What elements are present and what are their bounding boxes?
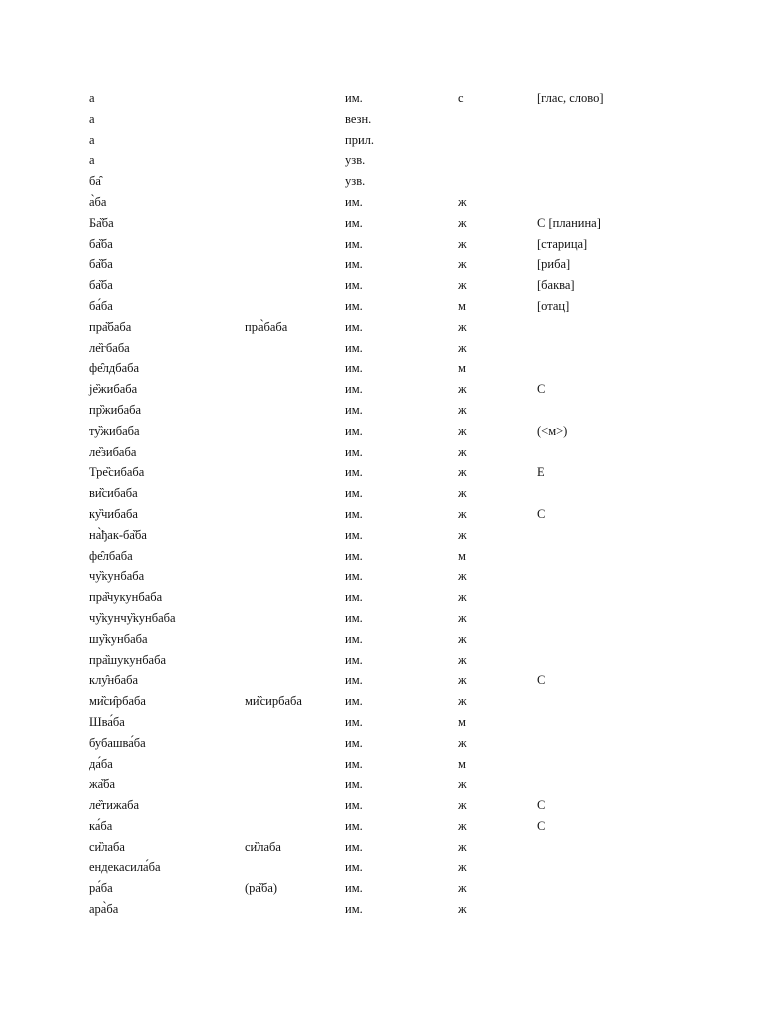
note: С [планина]	[537, 215, 601, 230]
table-row	[0, 587, 768, 608]
gender: ж	[458, 818, 467, 833]
gender: ж	[458, 486, 467, 501]
note: [отац]	[537, 298, 570, 313]
table-row	[0, 358, 768, 379]
table-row	[0, 421, 768, 442]
gender: ж	[458, 777, 467, 792]
gender: ж	[458, 590, 467, 605]
table-row	[0, 733, 768, 754]
table-row	[0, 878, 768, 899]
part-of-speech: им.	[345, 215, 363, 230]
table-row	[0, 109, 768, 130]
part-of-speech: им.	[345, 569, 363, 584]
headword: фе̑лдбаба	[89, 361, 140, 376]
table-row	[0, 816, 768, 837]
variant-form: ми̏сирбаба	[245, 694, 302, 709]
note: С	[537, 673, 546, 688]
gender: м	[458, 756, 466, 771]
headword: фе̑лбаба	[89, 548, 133, 563]
table-row	[0, 192, 768, 213]
part-of-speech: везн.	[345, 111, 372, 126]
headword: ка́ба	[89, 818, 113, 833]
table-row	[0, 504, 768, 525]
headword: а	[89, 91, 95, 105]
table-row	[0, 899, 768, 920]
table-row	[0, 462, 768, 483]
part-of-speech: им.	[345, 361, 363, 376]
note: [глас, слово]	[537, 91, 604, 105]
part-of-speech: им.	[345, 506, 363, 521]
headword: пра̏чукунбаба	[89, 590, 163, 605]
headword: ку̏чибаба	[89, 506, 138, 521]
note: Е	[537, 465, 545, 480]
headword: ба̏ба	[89, 257, 113, 272]
headword: Шва́ба	[89, 714, 125, 729]
note: [баква]	[537, 278, 575, 293]
part-of-speech: им.	[345, 257, 363, 272]
part-of-speech: узв.	[345, 153, 366, 168]
part-of-speech: им.	[345, 402, 363, 417]
note: С	[537, 798, 546, 813]
headword: ле̏зибаба	[89, 444, 137, 459]
gender: ж	[458, 382, 467, 397]
table-row	[0, 379, 768, 400]
table-row	[0, 317, 768, 338]
part-of-speech: им.	[345, 298, 363, 313]
gender: ж	[458, 194, 467, 209]
table-row	[0, 754, 768, 775]
table-row	[0, 88, 768, 109]
table-row	[0, 130, 768, 151]
variant-form: си̏лаба	[245, 839, 281, 854]
part-of-speech: прил.	[345, 132, 374, 147]
gender: м	[458, 714, 466, 729]
headword: ба̏ба	[89, 236, 113, 251]
table-row	[0, 213, 768, 234]
part-of-speech: им.	[345, 340, 363, 355]
table-row	[0, 400, 768, 421]
entry-list	[0, 88, 768, 920]
gender: ж	[458, 236, 467, 251]
part-of-speech: им.	[345, 735, 363, 750]
gender: м	[458, 298, 466, 313]
part-of-speech: им.	[345, 798, 363, 813]
gender: ж	[458, 215, 467, 230]
headword: а̀ба	[89, 194, 107, 209]
table-row	[0, 566, 768, 587]
gender: ж	[458, 673, 467, 688]
gender: ж	[458, 860, 467, 875]
headword: пр̏жибаба	[89, 402, 142, 417]
table-row	[0, 275, 768, 296]
part-of-speech: им.	[345, 902, 363, 917]
headword: пра̏баба	[89, 319, 132, 334]
gender: ж	[458, 694, 467, 709]
part-of-speech: им.	[345, 631, 363, 646]
headword: шу̏кунбаба	[89, 631, 148, 646]
part-of-speech: узв.	[345, 174, 366, 189]
headword: пра̏шукунбаба	[89, 652, 167, 667]
headword: а	[89, 111, 95, 126]
headword: чу̏кунбаба	[89, 569, 145, 584]
table-row	[0, 525, 768, 546]
part-of-speech: им.	[345, 610, 363, 625]
table-row	[0, 171, 768, 192]
gender: м	[458, 548, 466, 563]
variant-form: пра̀баба	[245, 319, 288, 334]
headword: ба̑	[89, 174, 101, 189]
table-row	[0, 150, 768, 171]
note: [старица]	[537, 236, 588, 251]
part-of-speech: им.	[345, 278, 363, 293]
gender: ж	[458, 465, 467, 480]
table-row	[0, 629, 768, 650]
gender: ж	[458, 610, 467, 625]
gender: ж	[458, 631, 467, 646]
part-of-speech: им.	[345, 319, 363, 334]
headword: ви̏сибаба	[89, 486, 138, 501]
gender: ж	[458, 257, 467, 272]
note: С	[537, 382, 546, 397]
headword: ба́ба	[89, 298, 113, 313]
variant-form: (ра̏ба)	[245, 881, 278, 896]
note: (<м>)	[537, 423, 568, 438]
table-row	[0, 546, 768, 567]
headword: ендекасила́ба	[89, 860, 161, 875]
part-of-speech: им.	[345, 860, 363, 875]
part-of-speech: им.	[345, 590, 363, 605]
part-of-speech: им.	[345, 527, 363, 542]
table-row	[0, 483, 768, 504]
gender: ж	[458, 319, 467, 334]
headword: чу̏кунчу̏кунбаба	[89, 610, 176, 625]
part-of-speech: им.	[345, 673, 363, 688]
headword: ле̏тижаба	[89, 798, 140, 813]
table-row	[0, 774, 768, 795]
gender: ж	[458, 527, 467, 542]
part-of-speech: им.	[345, 652, 363, 667]
part-of-speech: им.	[345, 423, 363, 438]
table-row	[0, 837, 768, 858]
gender: ж	[458, 735, 467, 750]
gender: ж	[458, 798, 467, 813]
headword: клу̑нбаба	[89, 673, 139, 688]
headword: а	[89, 132, 95, 147]
part-of-speech: им.	[345, 91, 363, 105]
gender: ж	[458, 506, 467, 521]
part-of-speech: им.	[345, 818, 363, 833]
gender: ж	[458, 902, 467, 917]
table-row	[0, 296, 768, 317]
headword: ту̏жибаба	[89, 423, 140, 438]
headword: ара̀ба	[89, 902, 119, 917]
part-of-speech: им.	[345, 194, 363, 209]
table-row	[0, 795, 768, 816]
table-row	[0, 608, 768, 629]
headword: Ба̏ба	[89, 215, 114, 230]
gender: ж	[458, 402, 467, 417]
note: С	[537, 818, 546, 833]
part-of-speech: им.	[345, 694, 363, 709]
note: С	[537, 506, 546, 521]
table-row	[0, 857, 768, 878]
headword: на̀ђак-ба̏ба	[89, 527, 147, 542]
table-row	[0, 234, 768, 255]
gender: ж	[458, 423, 467, 438]
headword: бубашва́ба	[89, 735, 146, 750]
part-of-speech: им.	[345, 777, 363, 792]
headword: ба̏ба	[89, 278, 113, 293]
gender: ж	[458, 652, 467, 667]
headword: си̏лаба	[89, 839, 125, 854]
part-of-speech: им.	[345, 839, 363, 854]
table-row	[0, 670, 768, 691]
gender: ж	[458, 444, 467, 459]
part-of-speech: им.	[345, 756, 363, 771]
gender: м	[458, 361, 466, 376]
gender: с	[458, 91, 464, 105]
part-of-speech: им.	[345, 548, 363, 563]
headword: је̏жибаба	[89, 382, 138, 397]
headword: Тре̏сибаба	[89, 465, 145, 480]
gender: ж	[458, 569, 467, 584]
headword: жа̏ба	[89, 777, 116, 792]
table-row	[0, 254, 768, 275]
gender: ж	[458, 340, 467, 355]
part-of-speech: им.	[345, 444, 363, 459]
headword: ми̏си̑рбаба	[89, 694, 146, 709]
part-of-speech: им.	[345, 714, 363, 729]
headword: ле̏гбаба	[89, 340, 130, 355]
table-row	[0, 712, 768, 733]
gender: ж	[458, 881, 467, 896]
gender: ж	[458, 839, 467, 854]
table-row	[0, 691, 768, 712]
part-of-speech: им.	[345, 465, 363, 480]
part-of-speech: им.	[345, 382, 363, 397]
table-row	[0, 338, 768, 359]
part-of-speech: им.	[345, 881, 363, 896]
note: [риба]	[537, 257, 571, 272]
headword: ра́ба	[89, 881, 113, 896]
part-of-speech: им.	[345, 236, 363, 251]
table-row	[0, 650, 768, 671]
part-of-speech: им.	[345, 486, 363, 501]
headword: а	[89, 153, 95, 168]
headword: да́ба	[89, 756, 113, 771]
table-row	[0, 442, 768, 463]
gender: ж	[458, 278, 467, 293]
